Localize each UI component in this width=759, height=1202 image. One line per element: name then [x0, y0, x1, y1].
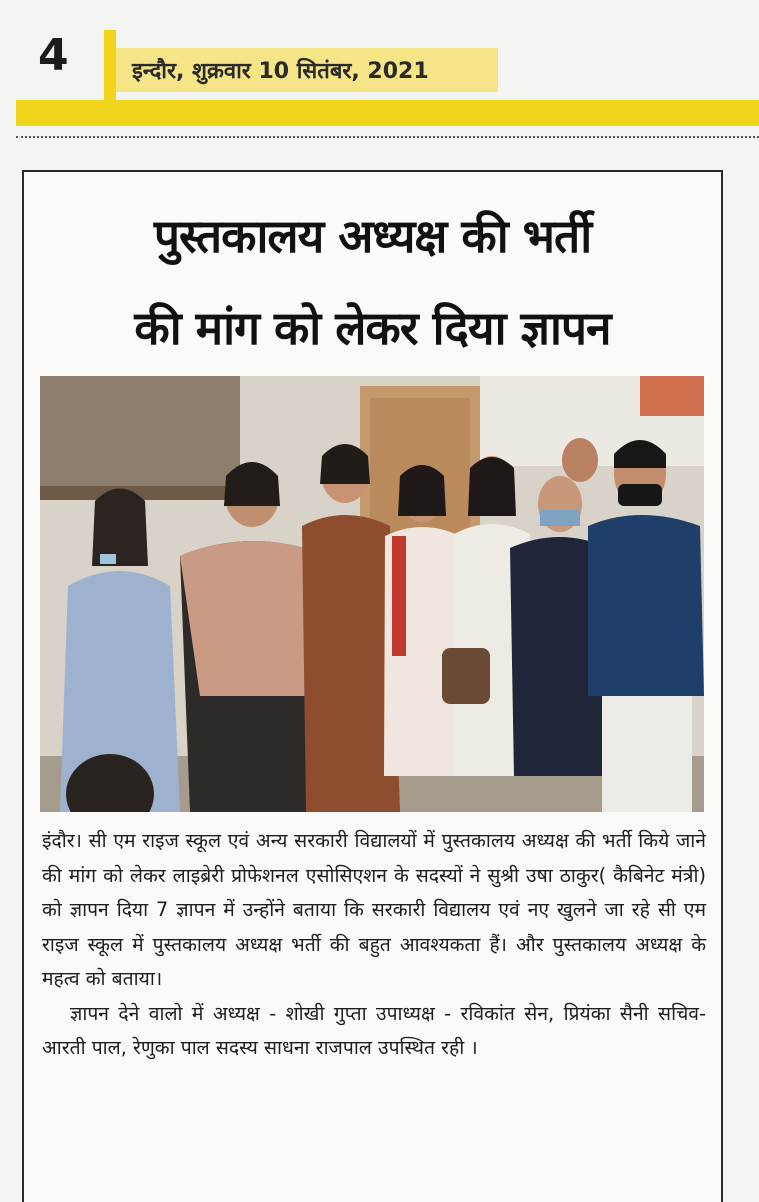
article-headline [24, 190, 721, 374]
dotted-divider [16, 136, 759, 138]
headline-line-2: की मांग को लेकर दिया ज्ञापन [134, 301, 611, 355]
news-article [22, 170, 723, 1202]
group-photo-illustration [40, 376, 704, 812]
article-paragraph-1: इंदौर। सी एम राइज स्कूल एवं अन्य सरकारी विद्यालयों में पुस्तकालय अध्यक्ष की भर्ती किये जाने की मांग को लेकर लाइब्रेरी प्रोफेशनल एसोसिएशन के सदस्यों ने सुश्री उषा ठाकुर( कैबिनेट मंत्री) को ज्ञापन दिया 7 ज्ञापन में उन्होंने बताया कि सरकारी विद्यालय एवं नए खुलने जा रहे सी एम राइज स्कूल में पुस्तकालय अध्यक्ष भर्ती की बहुत आवश्यकता हैं। और पुस्तकालय अध्यक्ष के महत्व को बताया। [42, 829, 706, 990]
headline-line-1: पुस्तकालय अध्यक्ष की भर्ती [153, 209, 592, 263]
group-photo [40, 376, 704, 812]
article-body [42, 824, 706, 1066]
article-paragraph-2: ज्ञापन देने वालो में अध्यक्ष - शोखी गुप्ता उपाध्यक्ष - रविकांत सेन, प्रियंका सैनी सचिव- आरती पाल, रेणुका पाल सदस्य साधना राजपाल उपस्थित रही । [42, 1001, 706, 1059]
masthead-accent-stem [104, 30, 116, 110]
masthead-accent-band [16, 100, 759, 126]
page-number: 4 [38, 30, 69, 81]
dateline: इन्दौर, शुक्रवार 10 सितंबर, 2021 [132, 59, 429, 84]
